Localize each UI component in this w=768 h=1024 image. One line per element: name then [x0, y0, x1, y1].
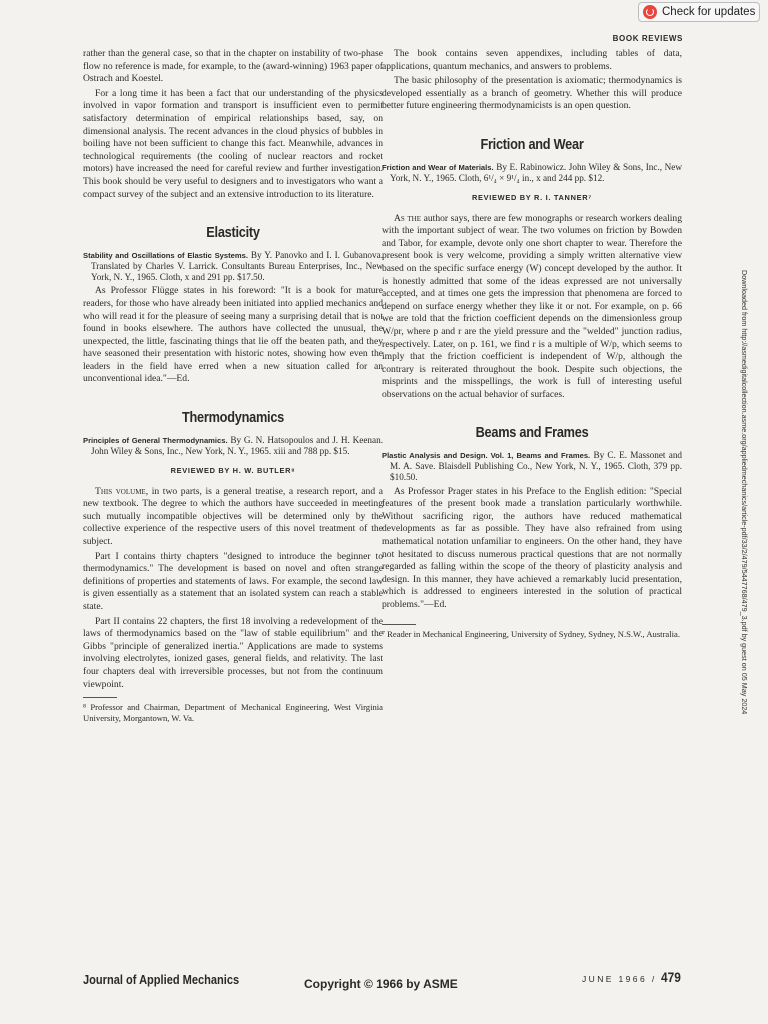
beams-heading: Beams and Frames [475, 424, 589, 442]
paragraph: As Professor Flügge states in his foreword: "It is a book for mature readers, for those who have already been initiated into applied mechanics and who will read it for the pleasure of seeing many a surprising detail that is not found in books elsewhere. The authors have collected the unusual, the unexpected, the little, fascinating things that lie off the beaten path, and they have seasoned their presentation with historic notes, showing how even the leaders in the field have erred when a new situation called for an unconventional idea."—Ed. [83, 285, 383, 385]
paragraph: As Professor Prager states in his Preface to the English edition: "Special features of the present book made a translation particularly worthwhile. Without sacrificing rigor, the authors have reduced mathematical developments as far as possible. They have also refrained from using mathematical notation unfamiliar to engineers. On the other hand, they have not hesitated to discuss numerous practical questions that are not normally regarded as falling within the scope of the theory of plasticity analysis and design. In this manner, they have achieved a remarkably lucid presentation, which is addressed to engineers interested in the solution of practical problems."—Ed. [382, 485, 682, 611]
right-column [382, 48, 682, 641]
book-details: By E. Rabinowicz. John Wiley & Sons, Inc., New York, N. Y., 1965. Cloth, 6¹/₄ × 9¹/₄ in., x and 244 pp. $12. [390, 161, 682, 183]
footer-date: JUNE 1966 / [582, 974, 657, 984]
book-citation [382, 162, 682, 184]
book-citation [382, 450, 682, 484]
elasticity-heading: Elasticity [206, 224, 260, 242]
paragraph: The basic philosophy of the presentation is axiomatic; thermodynamics is developed essentially as a branch of geometry. Whether this will produce better future engineering thermodynamicists is an open question. [382, 75, 682, 112]
footnote: ⁷ Reader in Mechanical Engineering, University of Sydney, Sydney, N.S.W., Australia. [382, 628, 680, 639]
paragraph [382, 213, 682, 402]
download-watermark: Downloaded from http://asmedigitalcollection.asme.org/appliedmechanics/article-pdf/33/2/479/5447768/479_3.pdf by guest on 05 May 2024 [740, 270, 749, 715]
book-details: By Y. Panovko and I. I. Gubanova. Translated by Charles V. Larrick. Consultants Bureau Enterprises, Inc., New York, N. Y., 1965. Cloth, x and 291 pp. $17.50. [91, 249, 383, 283]
book-title: Principles of General Thermodynamics. [83, 435, 228, 445]
footer-copyright: Copyright © 1966 by ASME [304, 977, 458, 991]
check-updates-icon [643, 5, 657, 19]
thermodynamics-heading: Thermodynamics [181, 409, 284, 427]
lead-in: This volume, [95, 485, 149, 497]
reviewer-line: REVIEWED BY H. W. BUTLER⁸ [170, 466, 296, 476]
footnote: ⁸ Professor and Chairman, Department of Mechanical Engineering, West Virginia University, Morgantown, W. Va. [83, 702, 383, 723]
paragraph: Part II contains 22 chapters, the first 18 involving a redevelopment of the laws of thermodynamics based on the "law of stable equilibrium" and the Gibbs "principle of generalized inertia." Applications are made to systems involving electrolytes, ionized gases, general fields, and relativity. The last four chapters deal with irreversible processes, but not from the continuum viewpoint. [83, 615, 383, 690]
paragraph: Part I contains thirty chapters "designed to introduce the beginner to thermodynamics." The development is based on novel and often strange definitions of properties and statements of laws. For example, the second law is given essentially as a statement that an isolated system can reach a stable state. [83, 550, 383, 613]
footnote-rule [83, 697, 117, 698]
footnote-rule [382, 624, 416, 625]
paragraph: The book contains seven appendixes, including tables of data, applications, quantum mechanics, and answers to problems. [382, 48, 682, 72]
book-details: By G. N. Hatsopoulos and J. H. Keenan. John Wiley & Sons, Inc., New York, N. Y., 1965. xiii and 788 pp. $15. [91, 434, 383, 456]
lead-in: As the [394, 212, 422, 224]
reviewer-line: REVIEWED BY R. I. TANNER⁷ [471, 192, 593, 202]
book-title: Friction and Wear of Materials. [382, 162, 494, 172]
paragraph [83, 486, 383, 549]
footer-journal-title: Journal of Applied Mechanics [83, 972, 240, 987]
book-details: By C. E. Massonet and M. A. Save. Blaisdell Publishing Co., New York, N. Y., 1965. Cloth, 379 pp. $10.50. [390, 450, 683, 483]
paragraph-text: in two parts, is a general treatise, a research report, and a new textbook. The degree to which the authors have succeeded in meeting such mutually incompatible objectives will be determined only by the collective experience of the respective users of this novel treatment of the subject. [83, 485, 383, 548]
section-label: BOOK REVIEWS [612, 34, 683, 43]
paragraph: rather than the general case, so that in the chapter on instability of two-phase flow no reference is made, for example, to the (award-winning) 1963 paper of Ostrach and Koestel. [83, 48, 383, 85]
book-citation [83, 250, 383, 284]
left-column [83, 48, 383, 725]
book-title: Plastic Analysis and Design. Vol. 1, Beams and Frames. [382, 451, 591, 461]
paragraph: For a long time it has been a fact that our understanding of the physics involved in vapor formation and transport is insufficient even to permit satisfactory determination of empirical relationships based, say, on dimensional analysis. The recent advances in the cloud physics of bubbles in boiling have not been sufficient to change this fact. Meanwhile, advances in technological requirements (the cooling of nuclear reactors and rocket motors) have increased the need for careful review and further investigation. This book should be very useful to designers and to investigators who want a compact survey of the subject and an extensive introduction to its literature. [83, 87, 383, 200]
paragraph-text: author says, there are few monographs or research workers dealing with the important subject of wear. The two volumes on friction by Bowden and Tabor, for example, devote only one short chapter to wear. Therefore the present book is very welcome, providing a simply written alternative view based on the specific surface energy (W) concept developed by the author. It is honestly admitted that some of the ideas expressed are not universally accepted, and at times one gets the impression that phenomena are forced to depend on surface energy whether they like it or not. For example, on p. 66 we are told that the friction coefficient depends on the dimensionless group W/pr, where p and r are the yield pressure and the "welded" junction radius, respectively. Later, on p. 161, we find r is a multiple of W/p, which seems to imply that the friction coefficient is independent of W/p, although the contrary is reiterated throughout the book. Despite such objections, the misprints and the misspellings, the work is full of interesting useful observations on the actual behavior of surfaces. [382, 212, 683, 400]
check-for-updates-label: Check for updates [662, 6, 756, 18]
book-citation [83, 435, 383, 457]
book-title: Stability and Oscillations of Elastic Systems. [83, 250, 248, 260]
check-for-updates-button[interactable] [638, 2, 760, 22]
friction-heading: Friction and Wear [480, 135, 584, 153]
page-number: 479 [661, 969, 681, 985]
